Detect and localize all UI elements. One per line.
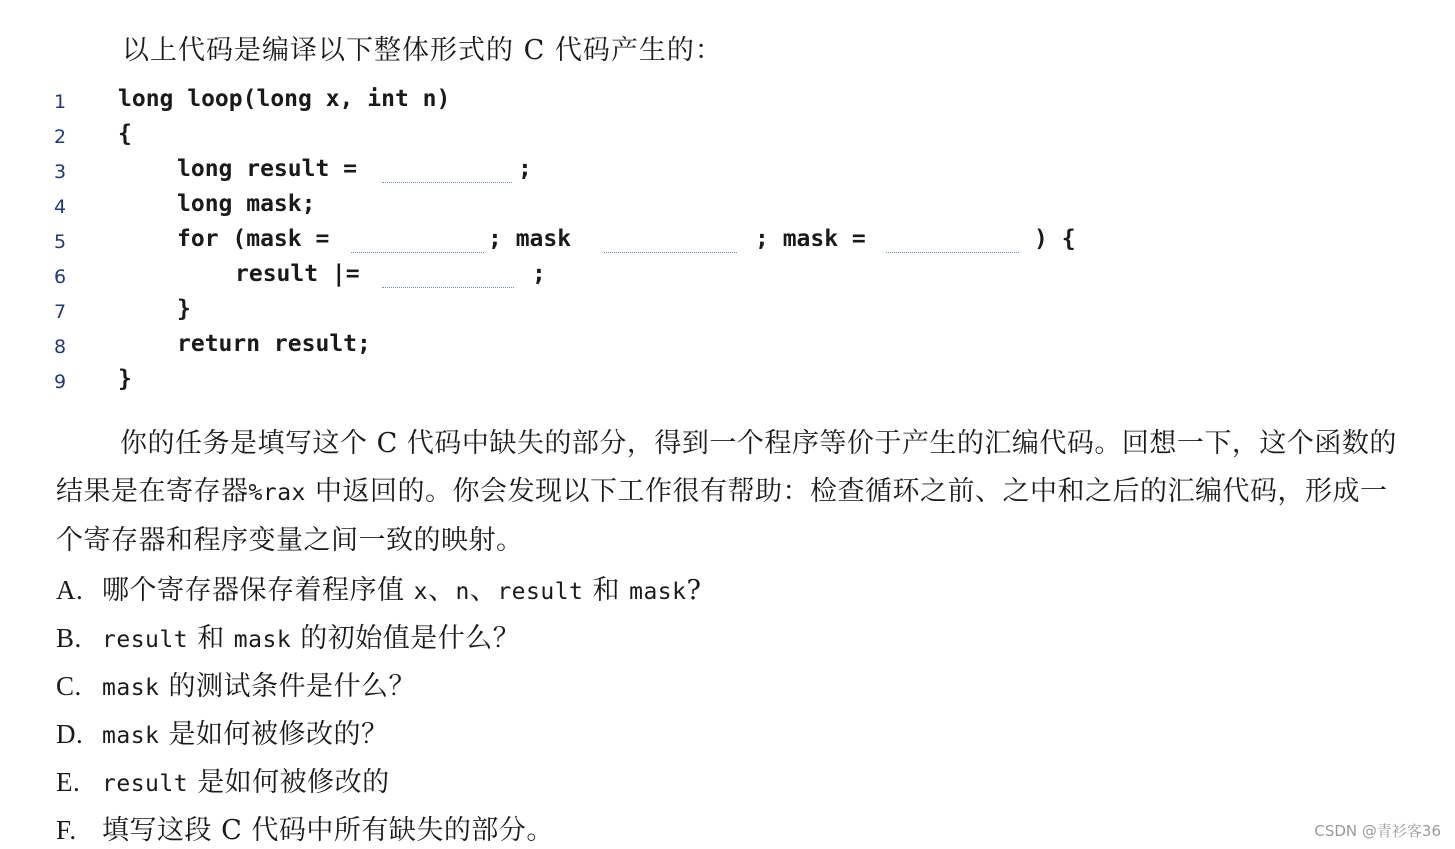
code-term: result bbox=[497, 579, 584, 605]
line-number: 6 bbox=[54, 266, 67, 288]
question-text: 、 bbox=[427, 575, 456, 606]
line-number: 1 bbox=[54, 91, 67, 113]
code-text: long mask; bbox=[177, 191, 316, 217]
code-text: long loop(long x, int n) bbox=[118, 86, 451, 112]
code-text: ; mask bbox=[488, 226, 572, 252]
line-number: 5 bbox=[54, 231, 67, 253]
question-e bbox=[56, 760, 390, 799]
task-paragraph bbox=[56, 420, 1406, 565]
question-text: 和 bbox=[197, 623, 225, 654]
code-line bbox=[0, 117, 1455, 152]
code-text: ; bbox=[518, 156, 532, 182]
line-number: 2 bbox=[54, 126, 67, 148]
code-term: result bbox=[102, 627, 189, 653]
code-line bbox=[0, 327, 1455, 362]
code-text: long result = bbox=[177, 156, 371, 182]
code-line bbox=[0, 152, 1455, 187]
fill-in-blank bbox=[382, 182, 512, 183]
question-label: F. bbox=[56, 815, 77, 845]
question-text: ? bbox=[686, 575, 702, 606]
paragraph-text: 中返回的。你会发现以下工作很有帮助：检查循环之前、之中和之后的汇编代码，形成一个寄存器和程序变量之间一致的映射。 bbox=[56, 476, 1388, 556]
question-d bbox=[56, 712, 388, 751]
code-term: n bbox=[455, 579, 470, 605]
code-line bbox=[0, 292, 1455, 327]
question-c bbox=[56, 664, 416, 703]
code-term: mask bbox=[233, 627, 292, 653]
question-label: B. bbox=[56, 623, 82, 653]
line-number: 3 bbox=[54, 161, 67, 183]
question-text: 的测试条件是什么？ bbox=[168, 671, 416, 702]
code-term: mask bbox=[102, 723, 160, 749]
fill-in-blank bbox=[351, 252, 484, 253]
question-text: 的初始值是什么？ bbox=[300, 623, 521, 654]
code-text: result |= bbox=[235, 261, 374, 287]
code-line bbox=[0, 187, 1455, 222]
question-text: 填写这段 C 代码中所有缺失的部分。 bbox=[102, 815, 554, 846]
code-text: } bbox=[118, 366, 132, 392]
code-text: ; bbox=[532, 261, 546, 287]
question-label: E. bbox=[56, 767, 81, 797]
register-name: %rax bbox=[248, 480, 306, 506]
code-term: mask bbox=[629, 579, 687, 605]
code-term: mask bbox=[102, 675, 160, 701]
question-label: A. bbox=[56, 575, 84, 605]
question-text: 哪个寄存器保存着程序值 bbox=[102, 575, 405, 606]
code-line bbox=[0, 222, 1455, 257]
question-text: 是如何被修改的？ bbox=[168, 719, 389, 750]
question-f bbox=[56, 808, 554, 847]
line-number: 9 bbox=[54, 371, 67, 393]
line-number: 7 bbox=[54, 301, 67, 323]
fill-in-blank bbox=[886, 252, 1019, 253]
code-line bbox=[0, 82, 1455, 117]
intro-text: 以上代码是编译以下整体形式的 C 代码产生的： bbox=[122, 35, 723, 66]
paragraph-text: 你的任务是填写这个 C 代码中缺失的部分，得到一个程序等价于产生的汇编代码。回想一下，这个函数的结果是在寄存器 bbox=[56, 428, 1397, 507]
code-text: } bbox=[177, 296, 191, 322]
code-text: ; mask = bbox=[755, 226, 880, 252]
code-term: x bbox=[413, 579, 428, 605]
code-line bbox=[0, 257, 1455, 292]
code-text: ) { bbox=[1034, 226, 1076, 252]
code-text: { bbox=[118, 121, 132, 147]
question-label: C. bbox=[56, 671, 82, 701]
question-label: D. bbox=[56, 719, 84, 749]
question-text: 、 bbox=[469, 575, 498, 606]
code-term: result bbox=[102, 771, 189, 797]
code-line bbox=[0, 362, 1455, 397]
question-b bbox=[56, 616, 520, 655]
fill-in-blank bbox=[382, 287, 514, 288]
line-number: 8 bbox=[54, 336, 67, 358]
question-a bbox=[56, 568, 701, 607]
code-text: return result; bbox=[177, 331, 371, 357]
line-number: 4 bbox=[54, 196, 67, 218]
question-text: 和 bbox=[592, 575, 620, 606]
question-text: 是如何被修改的 bbox=[197, 767, 390, 798]
watermark: CSDN @青衫客36 bbox=[1314, 822, 1441, 840]
fill-in-blank bbox=[604, 252, 737, 253]
code-text: for (mask = bbox=[177, 226, 344, 252]
